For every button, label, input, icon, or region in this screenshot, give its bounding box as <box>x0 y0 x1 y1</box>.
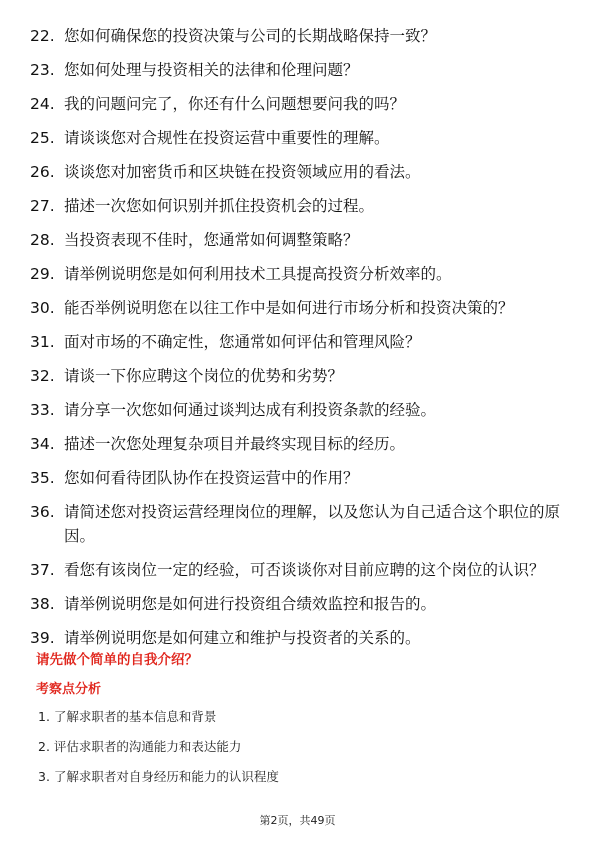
question-item <box>30 364 570 388</box>
question-text: 请谈一下你应聘这个岗位的优势和劣势？ <box>64 367 344 385</box>
question-item <box>30 500 570 548</box>
question-item <box>30 92 570 116</box>
page-number: 第2页，共49页 <box>259 814 336 827</box>
question-text: 描述一次您如何识别并抓住投资机会的过程。 <box>64 197 375 215</box>
question-text: 请谈谈您对合规性在投资运营中重要性的理解。 <box>64 129 390 147</box>
question-item <box>30 262 570 286</box>
question-number: 26. <box>30 163 55 181</box>
analysis-point: 3. 了解求职者对自身经历和能力的认识程度 <box>38 769 279 784</box>
question-item <box>30 24 570 48</box>
analysis-point: 1. 了解求职者的基本信息和背景 <box>38 709 217 724</box>
question-text: 您如何看待团队协作在投资运营中的作用？ <box>64 469 359 487</box>
question-text: 请分享一次您如何通过谈判达成有利投资条款的经验。 <box>64 401 437 419</box>
question-text: 当投资表现不佳时，您通常如何调整策略？ <box>64 231 359 249</box>
question-text: 请举例说明您是如何进行投资组合绩效监控和报告的。 <box>64 595 437 613</box>
question-item <box>30 592 570 616</box>
question-number: 34. <box>30 435 55 453</box>
question-item <box>30 626 570 650</box>
question-item <box>30 194 570 218</box>
question-number: 27. <box>30 197 55 215</box>
question-item <box>30 126 570 150</box>
question-number: 30. <box>30 299 55 317</box>
question-item <box>30 398 570 422</box>
question-number: 22. <box>30 27 55 45</box>
question-item <box>30 228 570 252</box>
question-text: 谈谈您对加密货币和区块链在投资领域应用的看法。 <box>64 163 421 181</box>
question-item <box>30 296 570 320</box>
question-item <box>30 330 570 354</box>
question-number: 24. <box>30 95 55 113</box>
analysis-point: 2. 评估求职者的沟通能力和表达能力 <box>38 739 242 754</box>
question-text: 描述一次您处理复杂项目并最终实现目标的经历。 <box>64 435 406 453</box>
question-item <box>30 160 570 184</box>
question-number: 36. <box>30 503 55 521</box>
question-number: 39. <box>30 629 55 647</box>
question-number: 33. <box>30 401 55 419</box>
question-number: 38. <box>30 595 55 613</box>
question-number: 32. <box>30 367 55 385</box>
question-number: 35. <box>30 469 55 487</box>
question-text: 能否举例说明您在以往工作中是如何进行市场分析和投资决策的？ <box>64 299 514 317</box>
analysis-heading: 考察点分析 <box>36 682 102 697</box>
question-number: 31. <box>30 333 55 351</box>
self-intro-section <box>36 650 566 798</box>
question-list <box>30 24 570 660</box>
section-title: 请先做个简单的自我介绍？ <box>36 652 198 668</box>
question-text: 看您有该岗位一定的经验，可否谈谈你对目前应聘的这个岗位的认识？ <box>64 561 545 579</box>
question-item <box>30 58 570 82</box>
question-text: 面对市场的不确定性，您通常如何评估和管理风险？ <box>64 333 421 351</box>
question-text: 您如何处理与投资相关的法律和伦理问题？ <box>64 61 359 79</box>
question-text: 请举例说明您是如何利用技术工具提高投资分析效率的。 <box>64 265 452 283</box>
question-text: 我的问题问完了，你还有什么问题想要问我的吗？ <box>64 95 406 113</box>
question-number: 23. <box>30 61 55 79</box>
question-item <box>30 432 570 456</box>
question-number: 28. <box>30 231 55 249</box>
question-text: 请简述您对投资运营经理岗位的理解，以及您认为自己适合这个职位的原因。 <box>64 503 561 545</box>
question-number: 25. <box>30 129 55 147</box>
question-item <box>30 558 570 582</box>
question-item <box>30 466 570 490</box>
question-number: 29. <box>30 265 55 283</box>
question-text: 您如何确保您的投资决策与公司的长期战略保持一致？ <box>64 27 437 45</box>
question-text: 请举例说明您是如何建立和维护与投资者的关系的。 <box>64 629 421 647</box>
question-number: 37. <box>30 561 55 579</box>
